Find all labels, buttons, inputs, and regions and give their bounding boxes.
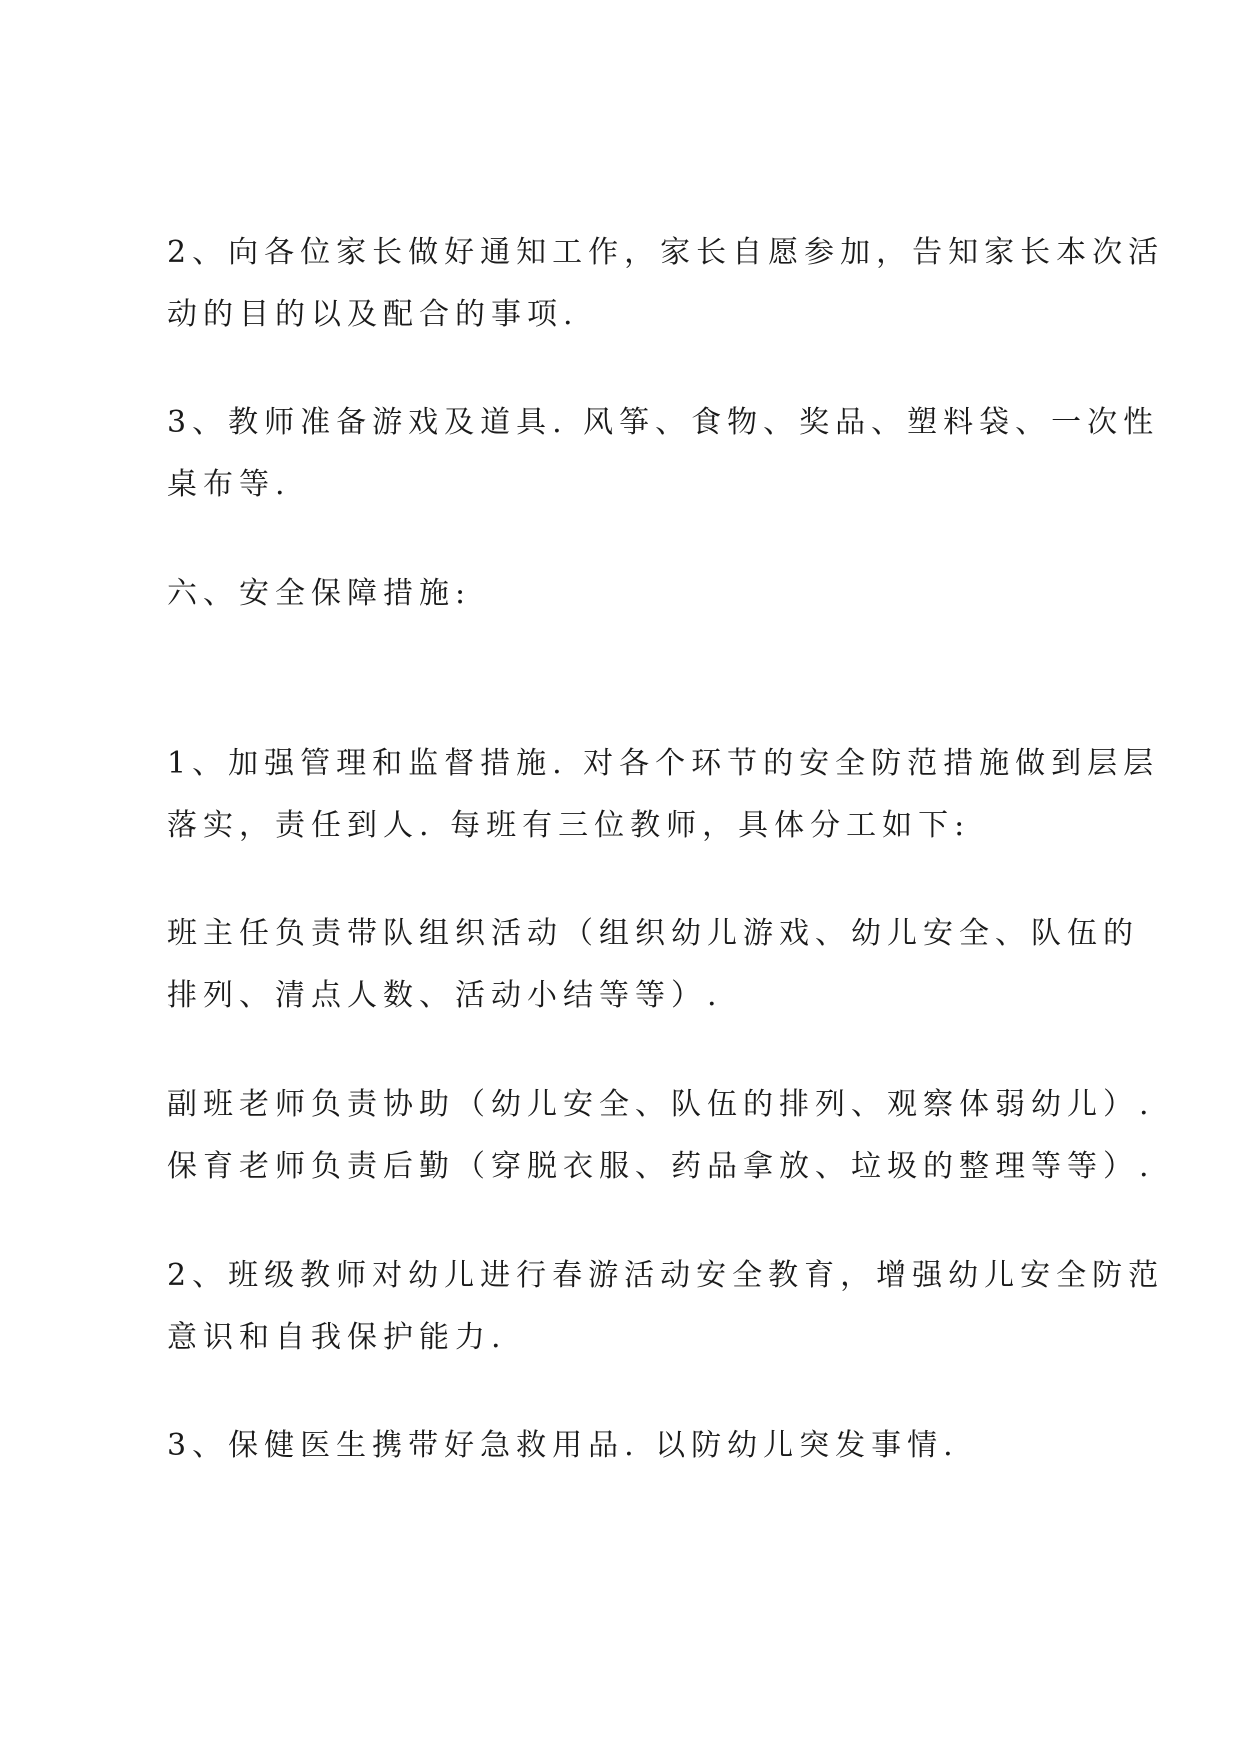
paragraph-safety-education (167, 1245, 1165, 1369)
paragraph-line: 桌布等. (167, 467, 291, 502)
paragraph-line: 3、保健医生携带好急救用品. 以防幼儿突发事情. (167, 1428, 959, 1463)
paragraph-teacher-props (167, 392, 1160, 516)
paragraph-line: 班主任负责带队组织活动（组织幼儿游戏、幼儿安全、队伍的 (167, 916, 1139, 951)
paragraph-line: 意识和自我保护能力. (167, 1320, 507, 1355)
paragraph-first-aid (167, 1415, 1087, 1477)
section-heading-safety (167, 563, 1087, 625)
paragraph-line: 1、加强管理和监督措施. 对各个环节的安全防范措施做到层层 (167, 746, 1160, 781)
paragraph-line: 副班老师负责协助（幼儿安全、队伍的排列、观察体弱幼儿）. (167, 1087, 1155, 1122)
paragraph-line: 排列、清点人数、活动小结等等）. (167, 978, 723, 1013)
paragraph-line: 落实，责任到人. 每班有三位教师，具体分工如下: (167, 808, 971, 843)
paragraph-line: 保育老师负责后勤（穿脱衣服、药品拿放、垃圾的整理等等）. (167, 1149, 1155, 1184)
paragraph-line: 3、教师准备游戏及道具. 风筝、食物、奖品、塑料袋、一次性 (167, 405, 1160, 440)
paragraph-parent-notice (167, 222, 1165, 346)
paragraph-line: 2、班级教师对幼儿进行春游活动安全教育，增强幼儿安全防范 (167, 1258, 1165, 1293)
paragraph-line: 2、向各位家长做好通知工作，家长自愿参加，告知家长本次活 (167, 235, 1165, 270)
paragraph-management (167, 733, 1160, 857)
paragraph-assistant-teachers (167, 1074, 1155, 1198)
paragraph-head-teacher (167, 903, 1139, 1027)
paragraph-line: 动的目的以及配合的事项. (167, 297, 579, 332)
heading-line: 六、安全保障措施: (167, 576, 472, 611)
